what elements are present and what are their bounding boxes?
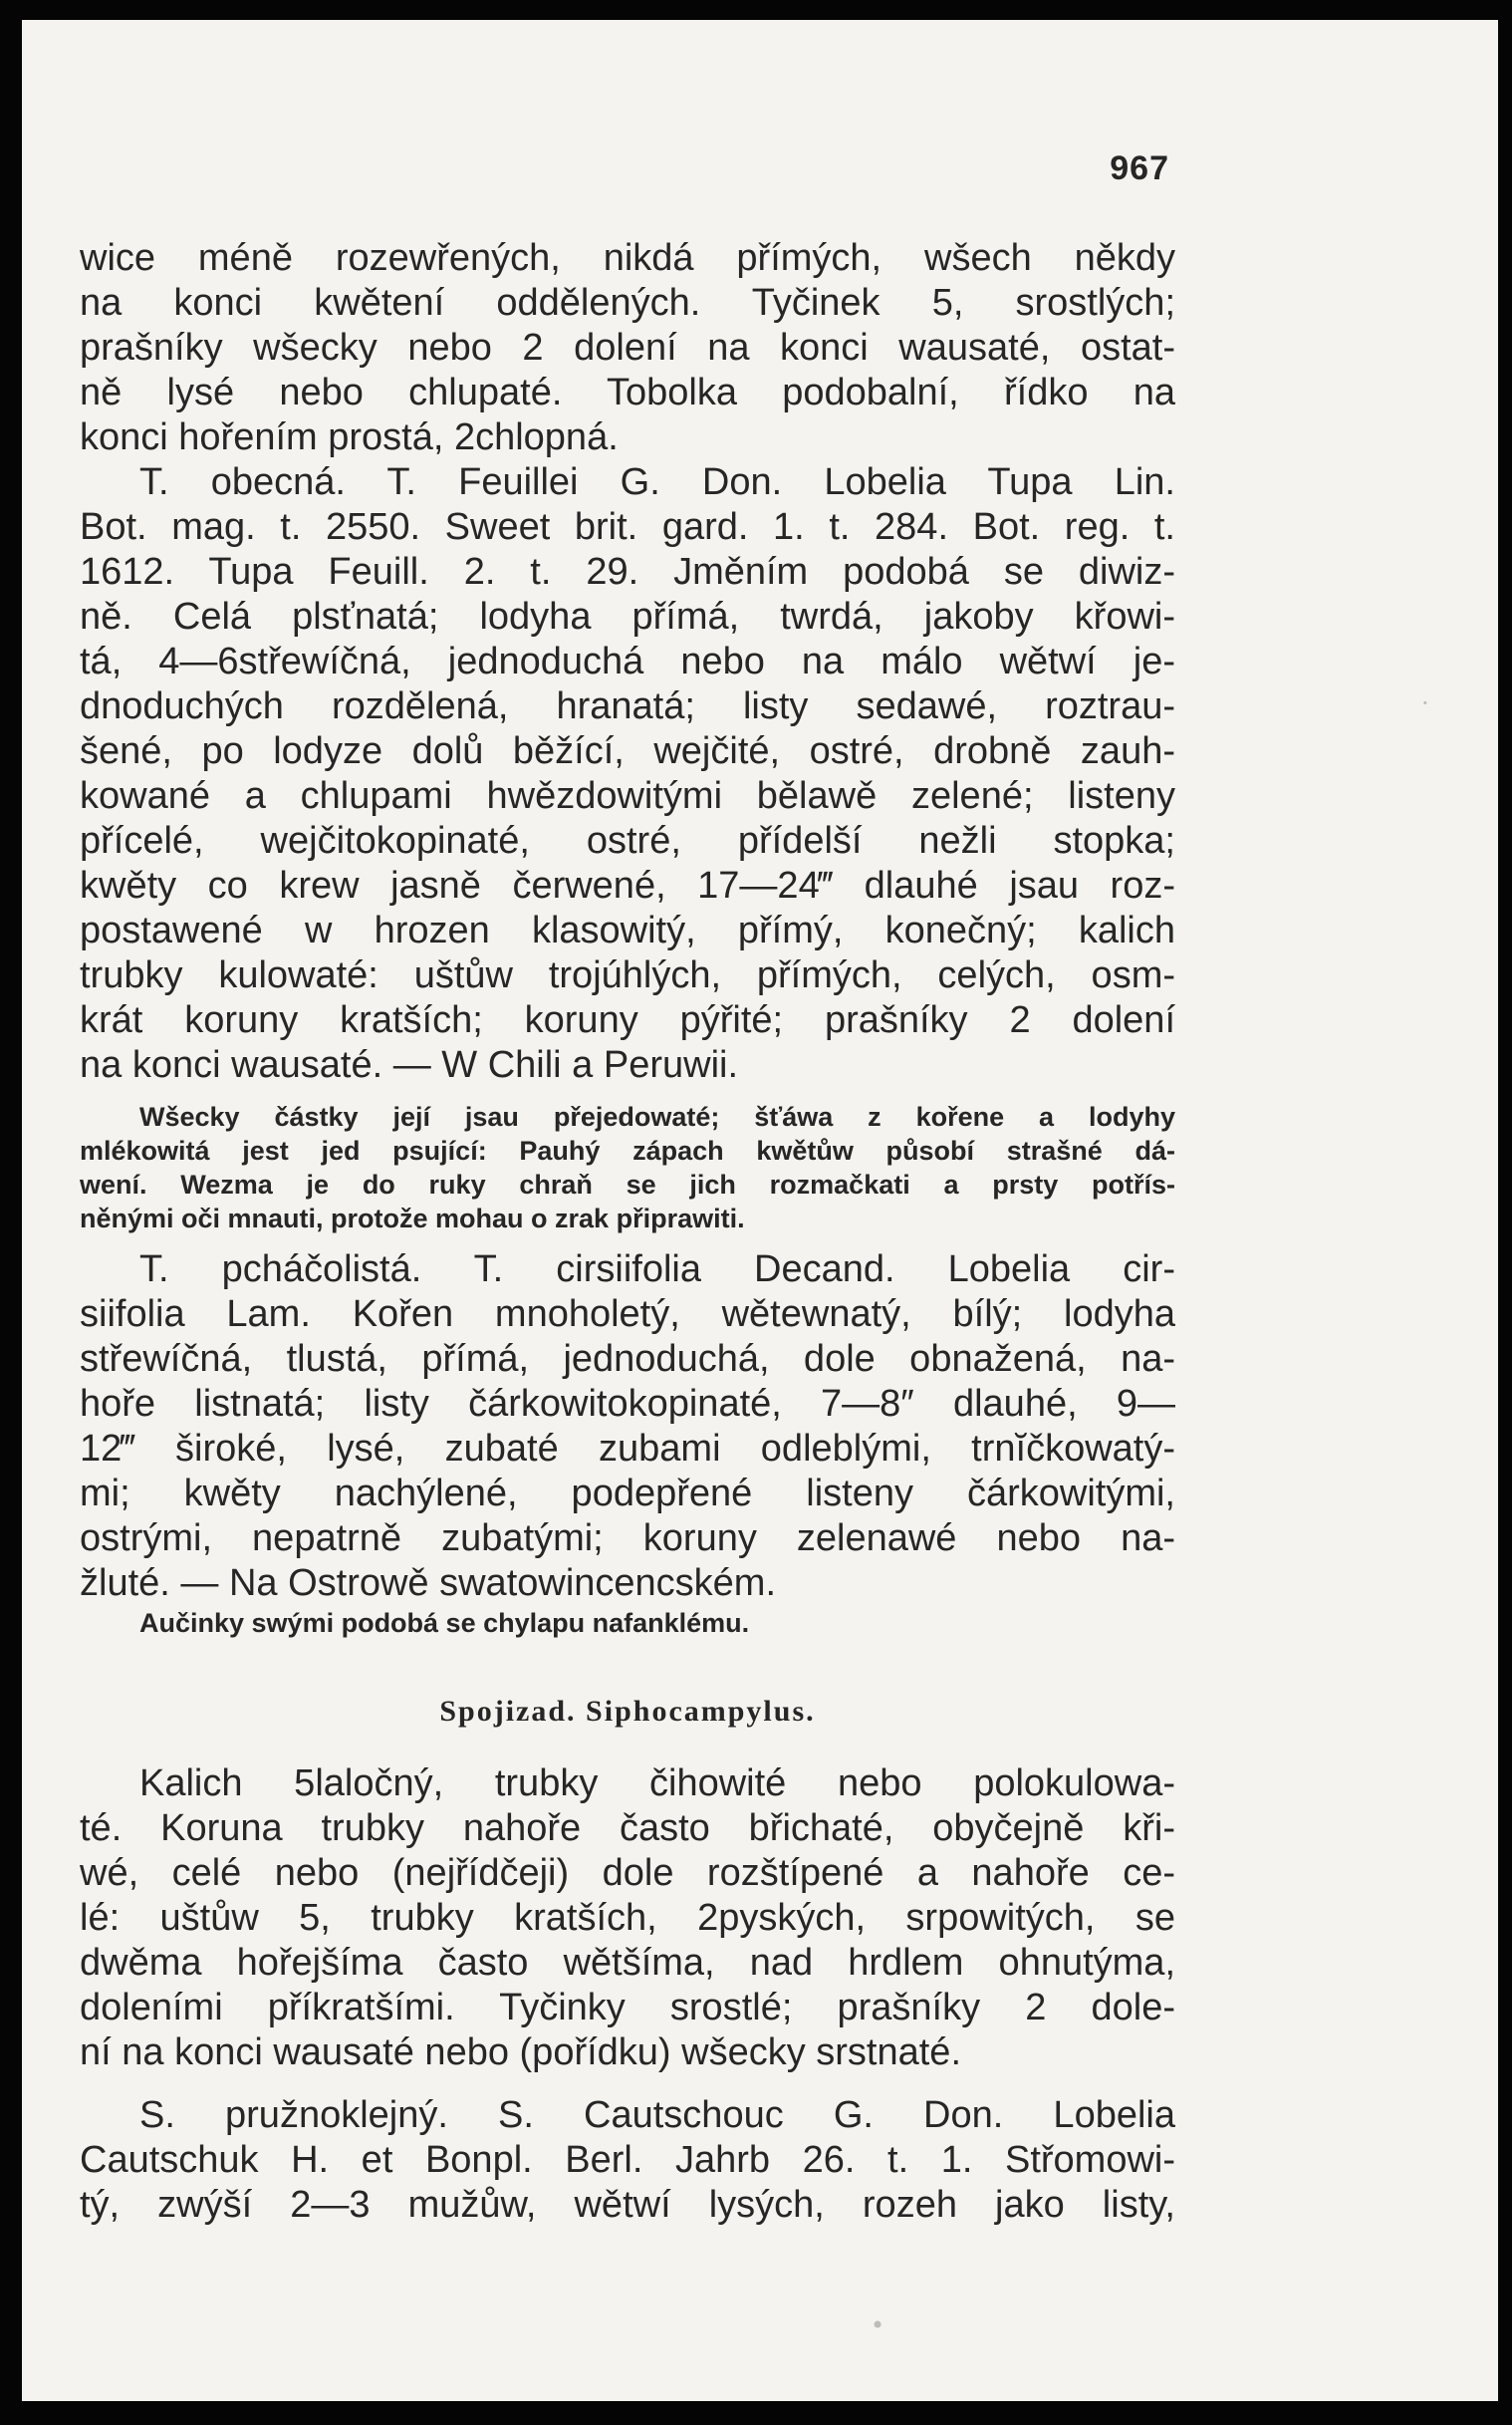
text-line: siifolia Lam. Kořen mnoholetý, wětewnatý, bílý; lodyha	[80, 1293, 1175, 1335]
paper-speck: ·	[1421, 689, 1429, 717]
note-line: wení. Wezma je do ruky chraň se jich rozmačkati a prsty potřís-	[80, 1170, 1175, 1200]
text-line: žluté. — Na Ostrowě swatowincencském.	[80, 1562, 777, 1604]
text-line: 1612. Tupa Feuill. 2. t. 29. Jměním podobá se diwiz-	[80, 551, 1175, 593]
text-line: ní na konci wausaté nebo (pořídku) wšecky srstnaté.	[80, 2031, 962, 2073]
text-line: doleními příkratšími. Tyčinky srostlé; prašníky 2 dole-	[80, 1987, 1175, 2028]
text-line: lé: uštůw 5, trubky kratších, 2pyských, srpowitých, se	[80, 1897, 1175, 1939]
text-line: dwěma hořejšíma často wětšíma, nad hrdlem ohnutýma,	[80, 1942, 1175, 1984]
spacer	[80, 2075, 1175, 2093]
text-line: 12‴ široké, lysé, zubaté zubami odleblými, trnĭčkowatý-	[80, 1428, 1175, 1470]
text-line: ostrými, nepatrně zubatými; koruny zelenawé nebo na-	[80, 1517, 1175, 1559]
text-line: hoře listnatá; listy čárkowitokopinaté, 7—8″ dlauhé, 9—	[80, 1383, 1175, 1425]
spacer	[80, 1235, 1175, 1247]
text-line: šené, po lodyze dolů běžící, wejčité, ostré, drobně zauh-	[80, 730, 1175, 772]
paper-speck: •	[871, 2311, 885, 2339]
text-line: na konci kwětení oddělených. Tyčinek 5, srostlých;	[80, 282, 1175, 324]
page-text	[80, 236, 1175, 2228]
text-line: trubky kulowaté: uštůw trojúhlých, přímých, celých, osm-	[80, 954, 1175, 996]
text-line: T. pcháčolistá. T. cirsiifolia Decand. Lobelia cir-	[139, 1248, 1175, 1290]
text-line: ně lysé nebo chlupaté. Tobolka podobalní, řídko na	[80, 372, 1175, 413]
text-line: kowané a chlupami hwězdowitými bělawě zelené; listeny	[80, 775, 1175, 817]
text-line: kwěty co krew jasně čerwené, 17—24‴ dlauhé jsau roz-	[80, 865, 1175, 907]
text-line: střewíčná, tlustá, přímá, jednoduchá, dole obnažená, na-	[80, 1338, 1175, 1380]
text-line: přícelé, wejčitokopinaté, ostré, přídelší nežli stopka;	[80, 820, 1175, 862]
text-line: Cautschuk H. et Bonpl. Berl. Jahrb 26. t. 1. Střomowi-	[80, 2139, 1175, 2181]
text-line: Bot. mag. t. 2550. Sweet brit. gard. 1. t. 284. Bot. reg. t.	[80, 506, 1175, 548]
text-line: wice méně rozewřených, nikdá přímých, wšech někdy	[80, 237, 1175, 279]
note-line: Aučinky swými podobá se chylapu nafanklému.	[139, 1608, 750, 1638]
note-line: mlékowitá jest jed psující: Pauhý zápach kwětůw působí strašné dá-	[80, 1136, 1175, 1166]
text-line: prašníky wšecky nebo 2 dolení na konci wausaté, ostat-	[80, 327, 1175, 369]
text-line: S. pružnoklejný. S. Cautschouc G. Don. Lobelia	[139, 2094, 1175, 2136]
text-line: tý, zwýší 2—3 mužůw, wětwí lysých, rozeh jako listy,	[80, 2184, 1175, 2226]
text-line: krát koruny kratších; koruny pýřité; prašníky 2 dolení	[80, 999, 1175, 1041]
text-line: postawené w hrozen klasowitý, přímý, konečný; kalich	[80, 910, 1175, 951]
book-page	[22, 20, 1498, 2401]
text-line: mi; kwěty nachýlené, podepřené listeny čárkowitými,	[80, 1473, 1175, 1514]
page-number: 967	[1110, 149, 1169, 187]
spacer	[80, 1088, 1175, 1100]
text-line: dnoduchých rozdělená, hranatá; listy sedawé, roztrau-	[80, 685, 1175, 727]
text-line: na konci wausaté. — W Chili a Peruwii.	[80, 1044, 739, 1086]
text-line: wé, celé nebo (nejřídčeji) dole rozštípené a nahoře ce-	[80, 1852, 1175, 1894]
note-line: něnými oči mnauti, protože mohau o zrak připrawiti.	[80, 1204, 745, 1233]
note-line: Wšecky částky její jsau přejedowaté; šťáwa z kořene a lodyhy	[139, 1102, 1175, 1132]
text-line: T. obecná. T. Feuillei G. Don. Lobelia Tupa Lin.	[139, 461, 1175, 503]
text-line: ně. Celá plsťnatá; lodyha přímá, twrdá, jakoby křowi-	[80, 596, 1175, 638]
text-line: tá, 4—6střewíčná, jednoduchá nebo na málo wětwí je-	[80, 641, 1175, 682]
text-line: konci hořením prostá, 2chlopná.	[80, 416, 619, 458]
text-line: Kalich 5laločný, trubky čihowité nebo polokulowa-	[139, 1762, 1175, 1804]
text-line: té. Koruna trubky nahoře často břichaté, obyčejně kři-	[80, 1807, 1175, 1849]
section-heading: Spojizad. Siphocampylus.	[439, 1695, 816, 1728]
